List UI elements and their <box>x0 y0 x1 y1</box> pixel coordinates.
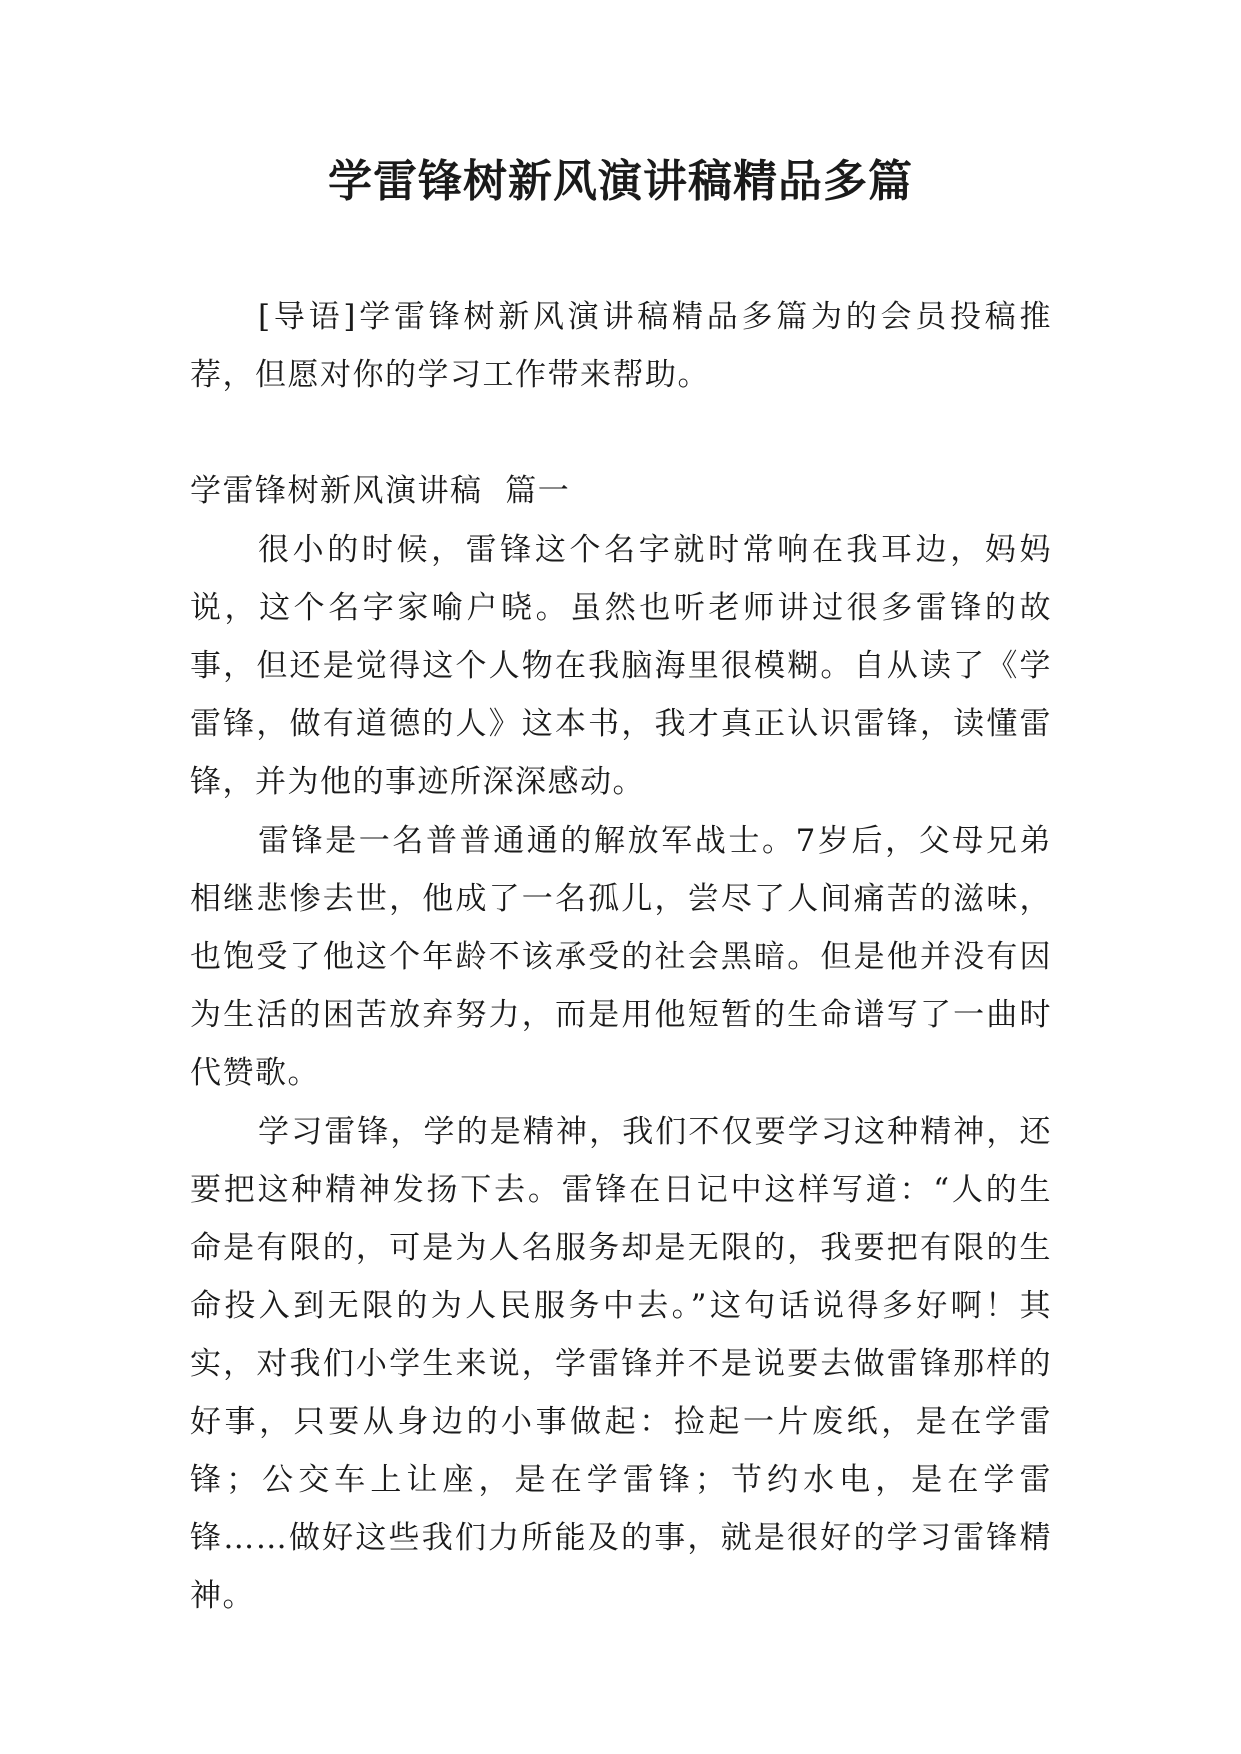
body-paragraph-1: 很小的时候，雷锋这个名字就时常响在我耳边，妈妈说，这个名字家喻户晓。虽然也听老师讲过很多雷锋的故事，但还是觉得这个人物在我脑海里很模糊。自从读了《学雷锋，做有道德的人》这本书，我才真正认识雷锋，读懂雷锋，并为他的事迹所深深感动。 <box>190 532 1052 800</box>
section-heading: 学雷锋树新风演讲稿 篇一 <box>190 473 571 509</box>
body-paragraph-3: 学习雷锋，学的是精神，我们不仅要学习这种精神，还要把这种精神发扬下去。雷锋在日记中这样写道：“人的生命是有限的，可是为人名服务却是无限的，我要把有限的生命投入到无限的为人民服务中去。”这句话说得多好啊！其实，对我们小学生来说，学雷锋并不是说要去做雷锋那样的好事，只要从身边的小事做起：捡起一片废纸，是在学雷锋；公交车上让座，是在学雷锋；节约水电，是在学雷锋……做好这些我们力所能及的事，就是很好的学习雷锋精神。 <box>190 1114 1052 1614</box>
page-title: 学雷锋树新风演讲稿精品多篇 <box>328 156 913 207</box>
body-paragraph-2: 雷锋是一名普普通通的解放军战士。7岁后，父母兄弟相继悲惨去世，他成了一名孤儿，尝尽了人间痛苦的滋味，也饱受了他这个年龄不该承受的社会黑暗。但是他并没有因为生活的困苦放弃努力，而是用他短暂的生命谱写了一曲时代赞歌。 <box>190 823 1052 1091</box>
intro-paragraph: [导语]学雷锋树新风演讲稿精品多篇为的会员投稿推荐，但愿对你的学习工作带来帮助。 <box>190 299 1052 393</box>
